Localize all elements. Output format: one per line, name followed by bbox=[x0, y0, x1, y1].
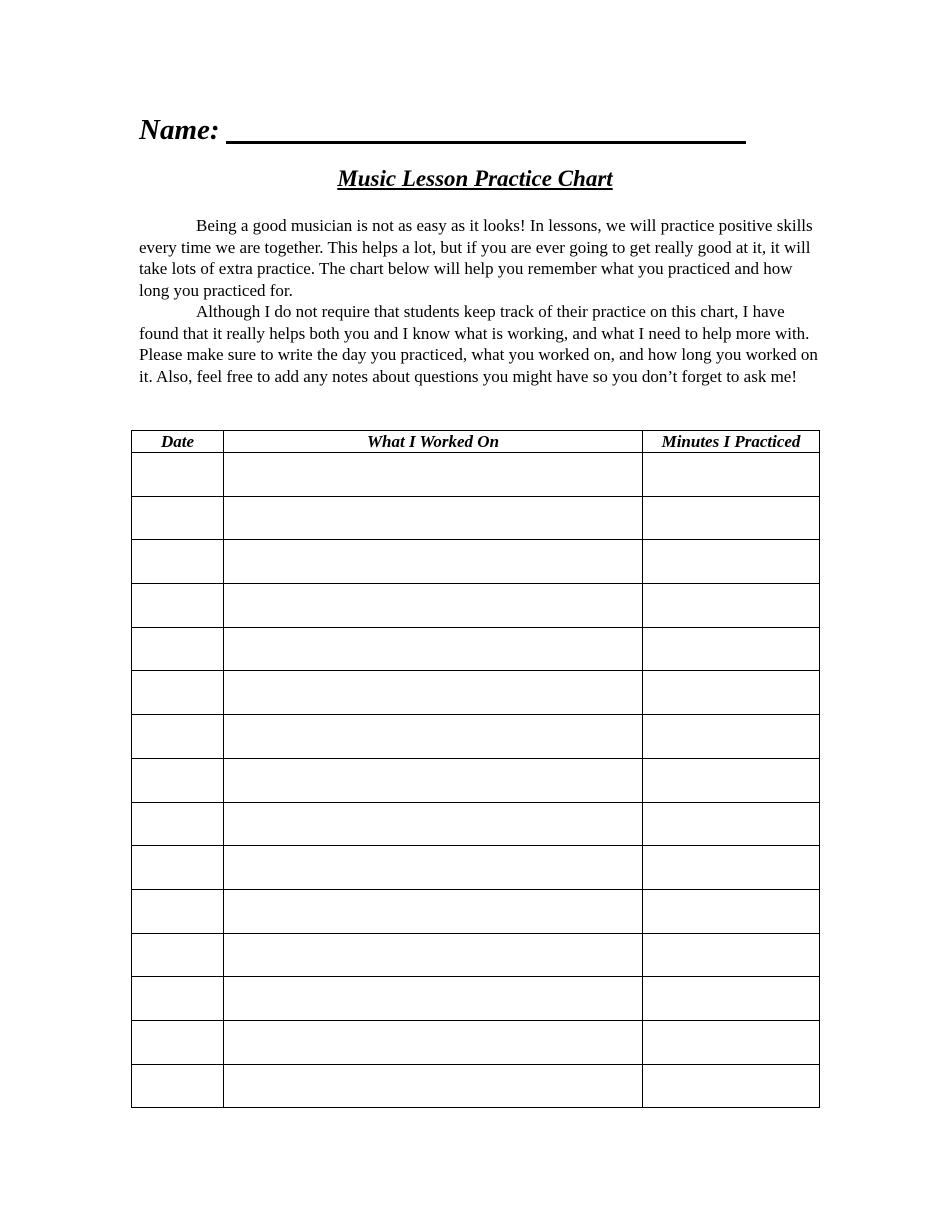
worked-on-cell[interactable] bbox=[224, 715, 643, 759]
minutes-cell[interactable] bbox=[643, 977, 820, 1021]
date-cell[interactable] bbox=[132, 933, 224, 977]
table-body bbox=[132, 453, 820, 1108]
table-row bbox=[132, 933, 820, 977]
worked-on-cell[interactable] bbox=[224, 584, 643, 628]
minutes-cell[interactable] bbox=[643, 627, 820, 671]
worked-on-cell[interactable] bbox=[224, 627, 643, 671]
minutes-cell[interactable] bbox=[643, 758, 820, 802]
intro-paragraph-1: Being a good musician is not as easy as it looks! In lessons, we will practice positive skills every time we are together. This helps a lot, but if you are ever going to get really good at it, it will take lots of extra practice. The chart below will help you remember what you practiced and how long you practiced for. bbox=[139, 216, 813, 300]
table-header-row bbox=[132, 431, 820, 453]
worked-on-cell[interactable] bbox=[224, 846, 643, 890]
worked-on-cell[interactable] bbox=[224, 1064, 643, 1108]
table-row bbox=[132, 1020, 820, 1064]
date-cell[interactable] bbox=[132, 977, 224, 1021]
name-label: Name: bbox=[139, 114, 220, 146]
table-row bbox=[132, 496, 820, 540]
date-cell[interactable] bbox=[132, 540, 224, 584]
intro-text bbox=[139, 215, 819, 387]
minutes-cell[interactable] bbox=[643, 453, 820, 497]
header-what-i-worked-on: What I Worked On bbox=[224, 431, 643, 453]
worked-on-cell[interactable] bbox=[224, 671, 643, 715]
table-row bbox=[132, 584, 820, 628]
date-cell[interactable] bbox=[132, 758, 224, 802]
date-cell[interactable] bbox=[132, 496, 224, 540]
minutes-cell[interactable] bbox=[643, 1020, 820, 1064]
worked-on-cell[interactable] bbox=[224, 453, 643, 497]
table-row bbox=[132, 540, 820, 584]
table-row bbox=[132, 846, 820, 890]
table-row bbox=[132, 889, 820, 933]
header-minutes-practiced: Minutes I Practiced bbox=[643, 431, 820, 453]
minutes-cell[interactable] bbox=[643, 1064, 820, 1108]
date-cell[interactable] bbox=[132, 584, 224, 628]
worked-on-cell[interactable] bbox=[224, 889, 643, 933]
name-blank-line[interactable] bbox=[226, 111, 746, 144]
minutes-cell[interactable] bbox=[643, 933, 820, 977]
worked-on-cell[interactable] bbox=[224, 977, 643, 1021]
worked-on-cell[interactable] bbox=[224, 802, 643, 846]
minutes-cell[interactable] bbox=[643, 889, 820, 933]
table-row bbox=[132, 758, 820, 802]
minutes-cell[interactable] bbox=[643, 540, 820, 584]
header-date: Date bbox=[132, 431, 224, 453]
worked-on-cell[interactable] bbox=[224, 758, 643, 802]
minutes-cell[interactable] bbox=[643, 671, 820, 715]
table-row bbox=[132, 715, 820, 759]
minutes-cell[interactable] bbox=[643, 715, 820, 759]
date-cell[interactable] bbox=[132, 627, 224, 671]
table-row bbox=[132, 671, 820, 715]
practice-chart-table bbox=[131, 430, 820, 1108]
date-cell[interactable] bbox=[132, 453, 224, 497]
date-cell[interactable] bbox=[132, 889, 224, 933]
minutes-cell[interactable] bbox=[643, 846, 820, 890]
table-row bbox=[132, 453, 820, 497]
minutes-cell[interactable] bbox=[643, 496, 820, 540]
worked-on-cell[interactable] bbox=[224, 1020, 643, 1064]
intro-paragraph-2: Although I do not require that students keep track of their practice on this chart, I have found that it really helps both you and I know what is working, and what I need to help more with. Please make sure to write the day you practiced, what you worked on, and how long you worked on it. Also, feel free to add any notes about questions you might have so you don’t forget to ask me! bbox=[139, 302, 818, 386]
date-cell[interactable] bbox=[132, 1064, 224, 1108]
date-cell[interactable] bbox=[132, 846, 224, 890]
minutes-cell[interactable] bbox=[643, 802, 820, 846]
worked-on-cell[interactable] bbox=[224, 496, 643, 540]
table-row bbox=[132, 1064, 820, 1108]
name-field bbox=[139, 108, 749, 148]
minutes-cell[interactable] bbox=[643, 584, 820, 628]
table-row bbox=[132, 977, 820, 1021]
page-title: Music Lesson Practice Chart bbox=[337, 166, 613, 191]
date-cell[interactable] bbox=[132, 715, 224, 759]
date-cell[interactable] bbox=[132, 671, 224, 715]
date-cell[interactable] bbox=[132, 1020, 224, 1064]
date-cell[interactable] bbox=[132, 802, 224, 846]
table-row bbox=[132, 627, 820, 671]
worked-on-cell[interactable] bbox=[224, 540, 643, 584]
worked-on-cell[interactable] bbox=[224, 933, 643, 977]
table-row bbox=[132, 802, 820, 846]
